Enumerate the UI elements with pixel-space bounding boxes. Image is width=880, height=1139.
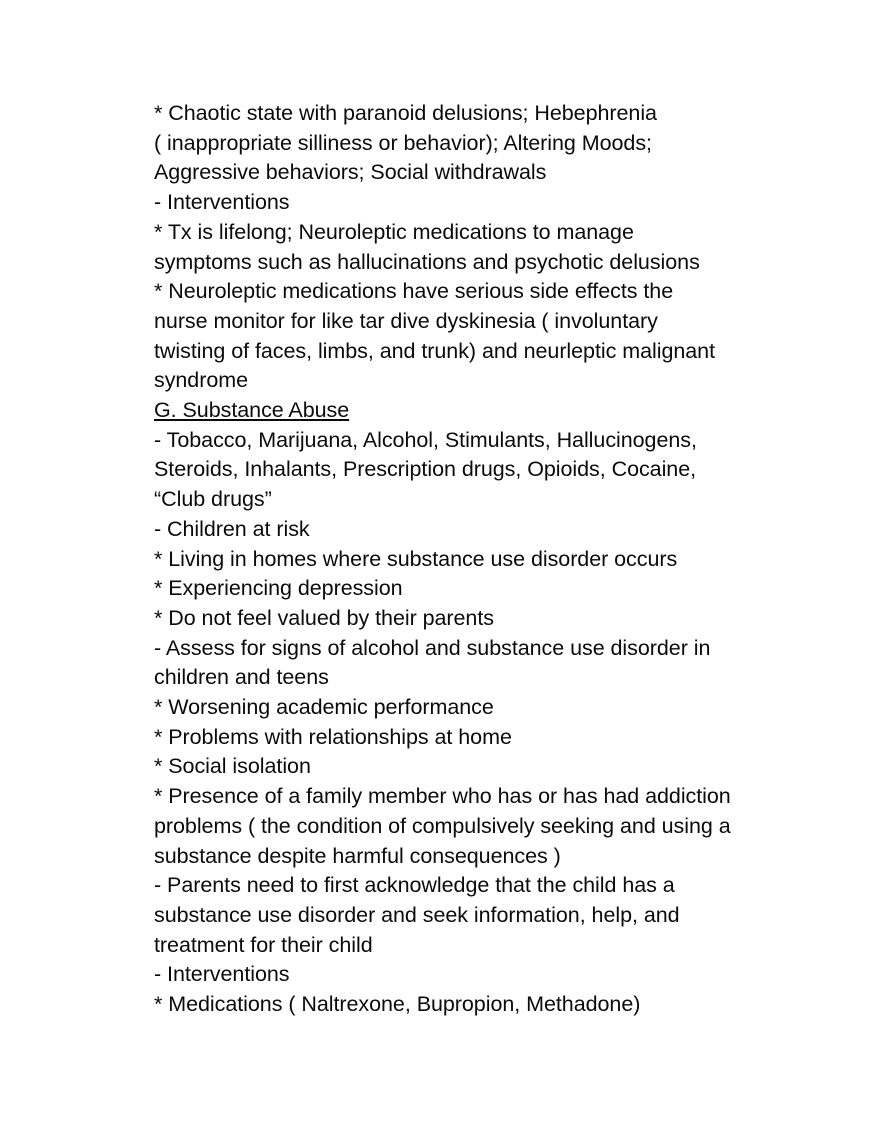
note-line: syndrome xyxy=(154,368,248,393)
note-line: * Chaotic state with paranoid delusions; Hebephrenia xyxy=(154,101,657,125)
note-line: Aggressive behaviors; Social withdrawals xyxy=(154,160,547,185)
note-line: treatment for their child xyxy=(154,932,373,957)
note-line: ( inappropriate silliness or behavior); Altering Moods; xyxy=(154,130,652,155)
note-line: nurse monitor for like tar dive dyskinesia ( involuntary xyxy=(154,308,658,333)
note-line: * Living in homes where substance use disorder occurs xyxy=(154,546,678,571)
note-line: * Problems with relationships at home xyxy=(154,724,512,749)
note-line: * Neuroleptic medications have serious side effects the xyxy=(154,279,674,304)
note-line: - Assess for signs of alcohol and substance use disorder in xyxy=(154,635,711,660)
note-line: children and teens xyxy=(154,665,329,690)
note-line: twisting of faces, limbs, and trunk) and neurleptic malignant xyxy=(154,338,716,363)
note-line: Steroids, Inhalants, Prescription drugs, Opioids, Cocaine, xyxy=(154,457,697,482)
note-line: * Presence of a family member who has or has had addiction xyxy=(154,784,731,809)
note-line: - Interventions xyxy=(154,190,290,215)
note-line: symptoms such as hallucinations and psychotic delusions xyxy=(154,249,700,274)
note-line: * Tx is lifelong; Neuroleptic medications to manage xyxy=(154,219,634,244)
note-line: - Parents need to first acknowledge that the child has a xyxy=(154,873,675,898)
note-line: substance despite harmful consequences ) xyxy=(154,843,561,868)
section-heading: G. Substance Abuse xyxy=(154,398,350,423)
note-line: - Tobacco, Marijuana, Alcohol, Stimulants, Hallucinogens, xyxy=(154,427,697,452)
note-line: - Interventions xyxy=(154,962,290,987)
note-line: “Club drugs” xyxy=(154,487,272,512)
note-line: * Social isolation xyxy=(154,754,311,779)
note-line: * Experiencing depression xyxy=(154,576,403,601)
note-line: * Do not feel valued by their parents xyxy=(154,605,494,630)
note-line: * Worsening academic performance xyxy=(154,695,494,720)
note-line: substance use disorder and seek information, help, and xyxy=(154,902,680,927)
note-text-block xyxy=(154,99,794,1020)
note-line: * Medications ( Naltrexone, Bupropion, Methadone) xyxy=(154,992,641,1017)
note-line: problems ( the condition of compulsively seeking and using a xyxy=(154,813,731,838)
note-line: - Children at risk xyxy=(154,516,310,541)
